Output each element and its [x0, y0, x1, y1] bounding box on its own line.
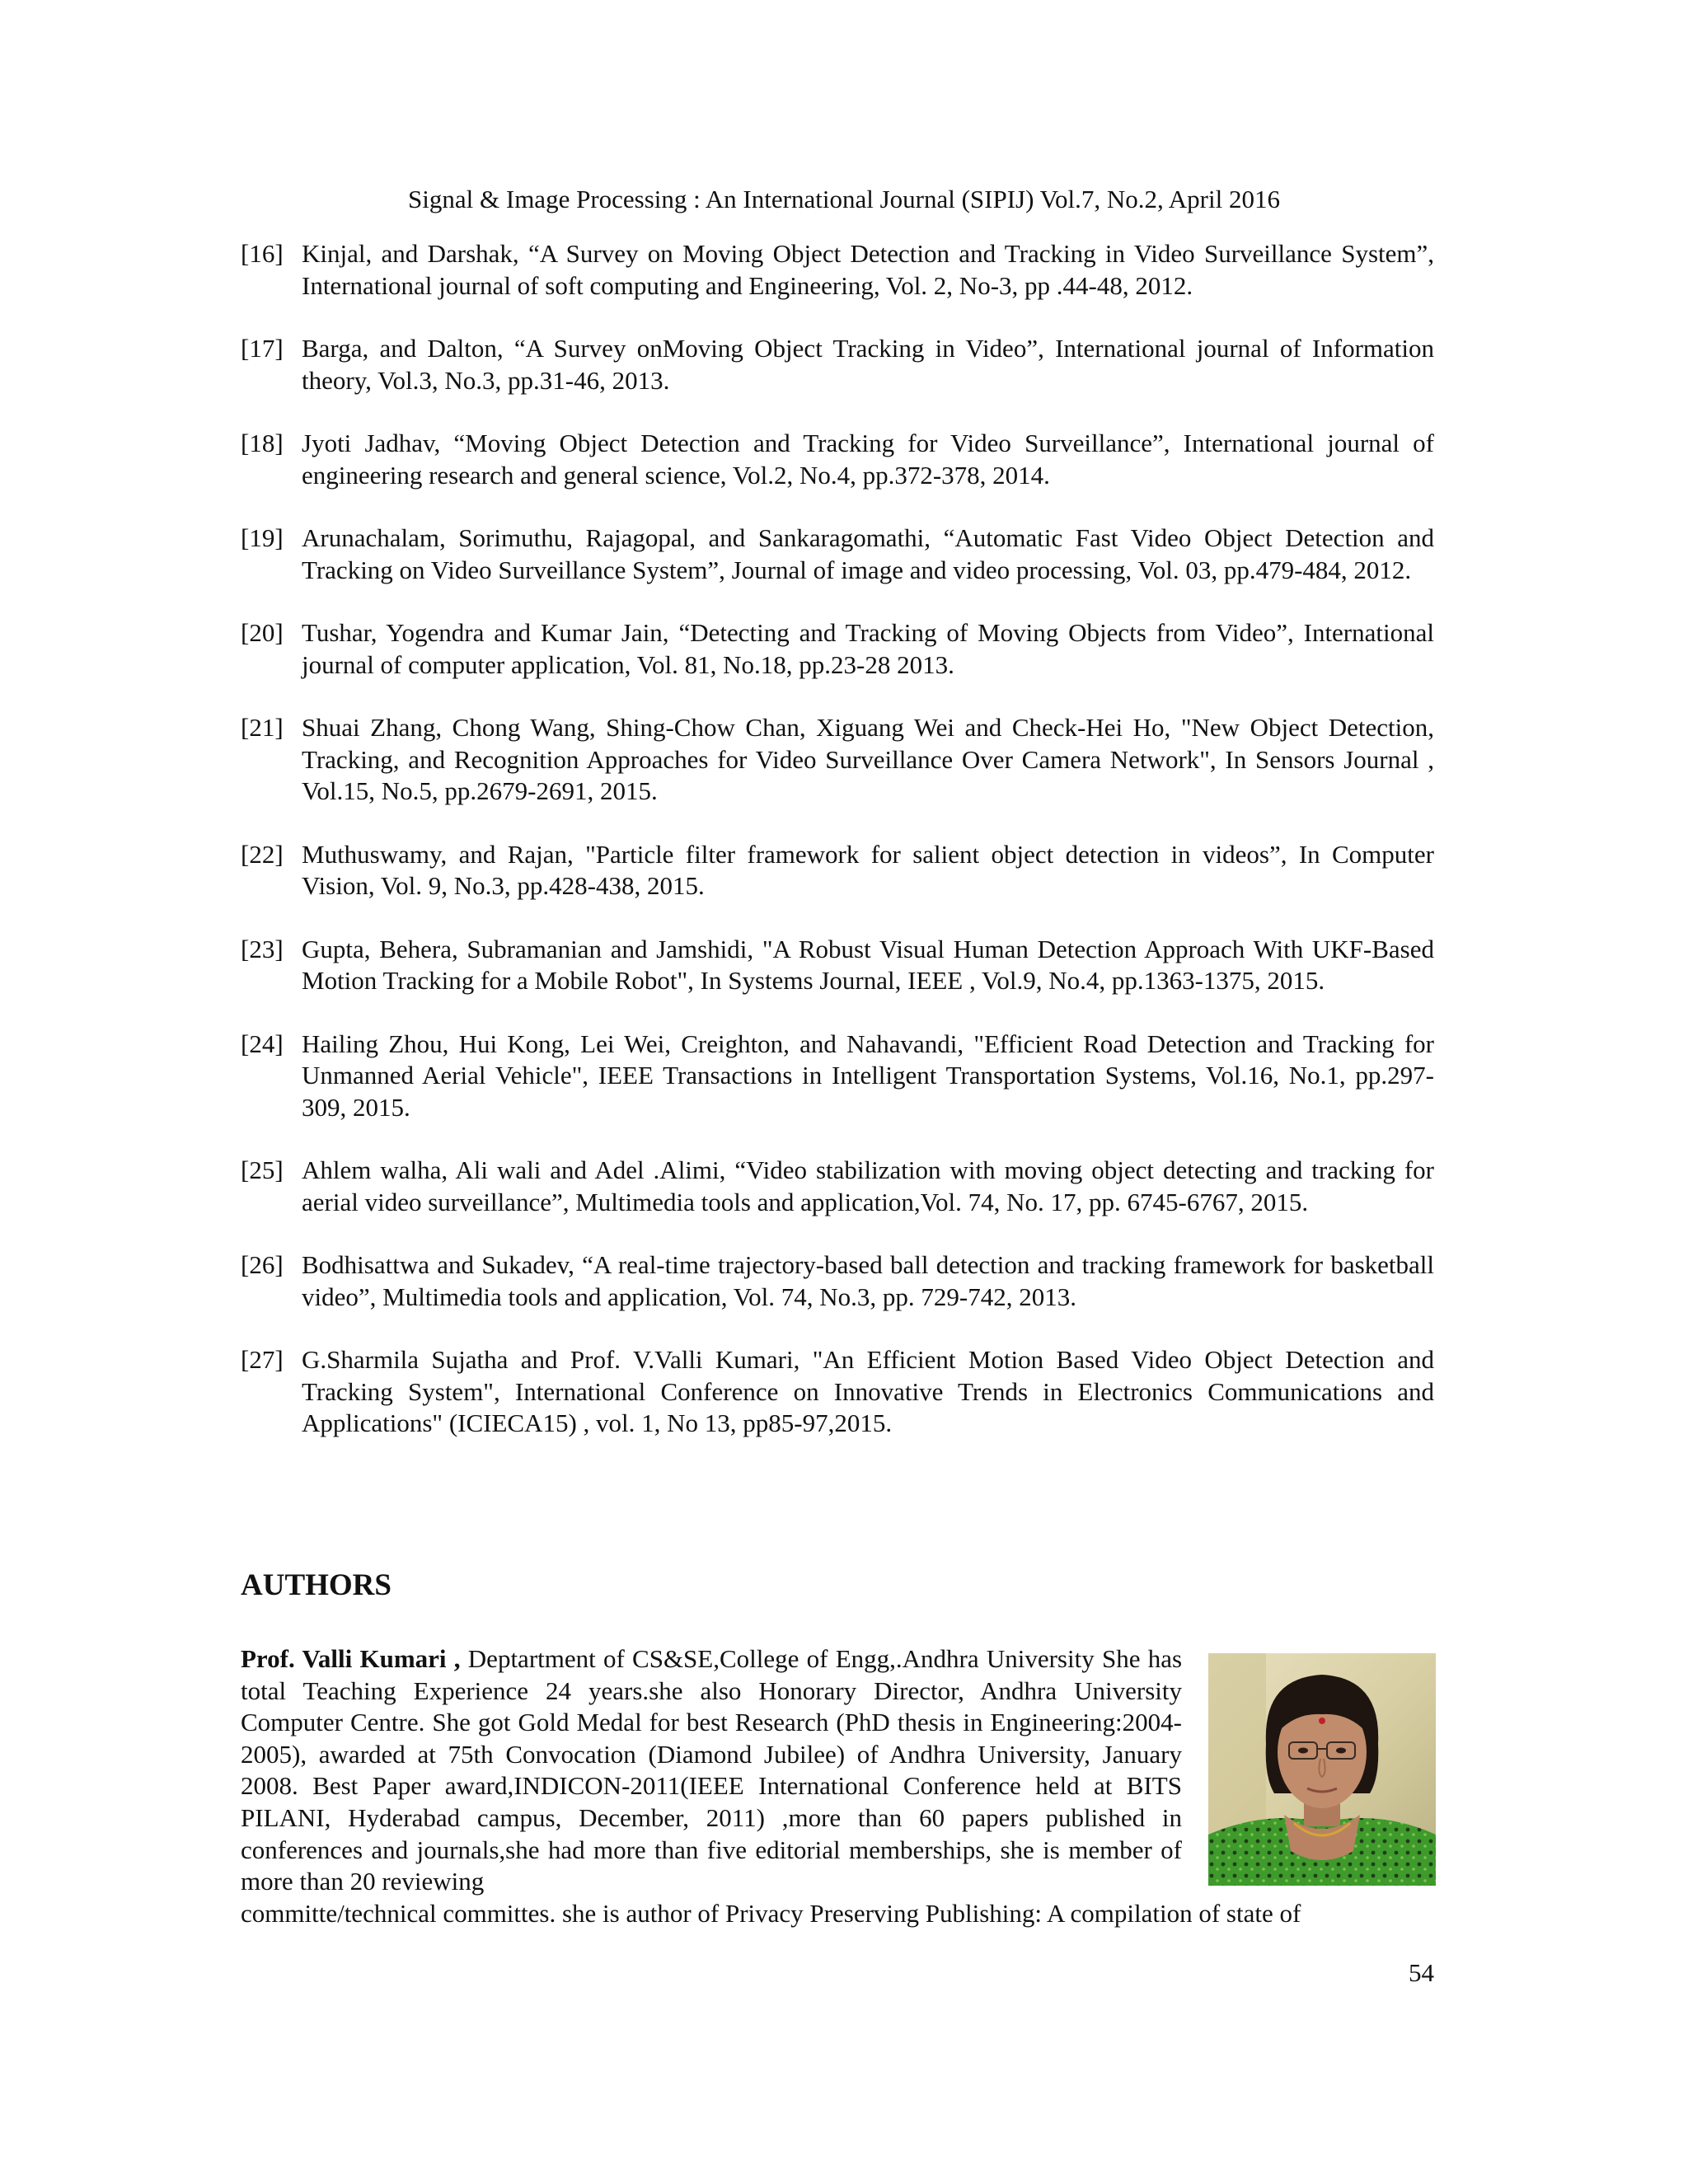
reference-27 [241, 1344, 1434, 1440]
reference-19 [241, 523, 1434, 586]
reference-number: [17] [241, 334, 284, 363]
reference-number: [26] [241, 1250, 284, 1279]
reference-number: [23] [241, 934, 284, 963]
reference-number: [20] [241, 618, 284, 647]
reference-number: [16] [241, 239, 284, 268]
reference-text: Ahlem walha, Ali wali and Adel .Alimi, “Video stabilization with moving object detecting and tracking for aerial video surveillance”, Multimedia tools and application,Vol. 74, No. 17, pp. 6745-6767, 2015. [302, 1155, 1434, 1216]
reference-text: Jyoti Jadhav, “Moving Object Detection and Tracking for Video Surveillance”, International journal of engineering research and general science, Vol.2, No.4, pp.372-378, 2014. [302, 429, 1434, 490]
reference-23 [241, 934, 1434, 997]
reference-text: Hailing Zhou, Hui Kong, Lei Wei, Creighton, and Nahavandi, "Efficient Road Detection and Tracking for Unmanned Aerial Vehicle", IEEE Transactions in Intelligent Transportation Systems, Vol.16, No.1, pp.297-309, 2015. [302, 1029, 1434, 1122]
author-bio-text [241, 1643, 1182, 1898]
reference-number: [21] [241, 713, 284, 742]
reference-22 [241, 839, 1434, 902]
reference-25 [241, 1155, 1434, 1218]
reference-number: [18] [241, 429, 284, 457]
authors-heading: AUTHORS [241, 1568, 392, 1602]
page-number: 54 [1409, 1958, 1434, 1987]
reference-24 [241, 1029, 1434, 1124]
reference-text: Barga, and Dalton, “A Survey onMoving Object Tracking in Video”, International journal of Information theory, Vol.3, No.3, pp.31-46, 2013. [302, 334, 1434, 395]
author-bio-beside-photo: Deptartment of CS&SE,College of Engg,.Andhra University She has total Teaching Experience 24 years.she also Honorary Director, Andhra University Computer Centre. She got Gold Medal for best Research (PhD thesis in Engineering:2004-2005), awarded at 75th Convocation (Diamond Jubilee) of Andhra University, January 2008. Best Paper award,INDICON-2011(IEEE International Conference held at BITS PILANI, Hyderabad campus, December, 2011) ,more than 60 papers published in conferences and journals,she had more than five editorial memberships, she is member of more than 20 reviewing [241, 1644, 1183, 1896]
reference-text: Gupta, Behera, Subramanian and Jamshidi, "A Robust Visual Human Detection Approach With UKF-Based Motion Tracking for a Mobile Robot", In Systems Journal, IEEE , Vol.9, No.4, pp.1363-1375, 2015. [302, 934, 1434, 995]
reference-number: [24] [241, 1029, 284, 1058]
reference-text: Bodhisattwa and Sukadev, “A real-time trajectory-based ball detection and tracking framework for basketball video”, Multimedia tools and application, Vol. 74, No.3, pp. 729-742, 2013. [302, 1250, 1434, 1311]
author-name: Prof. Valli Kumari , [241, 1644, 461, 1673]
reference-number: [19] [241, 523, 284, 552]
reference-text: Tushar, Yogendra and Kumar Jain, “Detecting and Tracking of Moving Objects from Video”, International journal of computer application, Vol. 81, No.18, pp.23-28 2013. [302, 618, 1434, 679]
reference-list [241, 238, 1434, 1440]
reference-17 [241, 333, 1434, 396]
reference-21 [241, 712, 1434, 808]
reference-16 [241, 238, 1434, 302]
reference-text: Muthuswamy, and Rajan, "Particle filter framework for salient object detection in videos”, In Computer Vision, Vol. 9, No.3, pp.428-438, 2015. [302, 839, 1434, 900]
author-portrait-image [1208, 1653, 1436, 1886]
reference-text: Arunachalam, Sorimuthu, Rajagopal, and Sankaragomathi, “Automatic Fast Video Object Detection and Tracking on Video Surveillance System”, Journal of image and video processing, Vol. 03, pp.479-484, 2012. [302, 523, 1434, 584]
reference-18 [241, 428, 1434, 491]
reference-text: G.Sharmila Sujatha and Prof. V.Valli Kumari, "An Efficient Motion Based Video Object Detection and Tracking System", International Conference on Innovative Trends in Electronics Communications and Applications" (ICIECA15) , vol. 1, No 13, pp85-97,2015. [302, 1345, 1434, 1437]
reference-26 [241, 1249, 1434, 1313]
author-photo [1208, 1653, 1436, 1886]
author-bio-continuation: committe/technical committes. she is author of Privacy Preserving Publishing: A compilation of state of [241, 1898, 1301, 1928]
reference-number: [27] [241, 1345, 284, 1374]
reference-text: Kinjal, and Darshak, “A Survey on Moving Object Detection and Tracking in Video Surveillance System”, International journal of soft computing and Engineering, Vol. 2, No-3, pp .44-48, 2012. [302, 239, 1434, 300]
reference-number: [22] [241, 839, 284, 869]
running-head: Signal & Image Processing : An International Journal (SIPIJ) Vol.7, No.2, April 2016 [408, 185, 1280, 213]
reference-number: [25] [241, 1155, 284, 1184]
reference-text: Shuai Zhang, Chong Wang, Shing-Chow Chan, Xiguang Wei and Check-Hei Ho, "New Object Detection, Tracking, and Recognition Approaches for Video Surveillance Over Camera Network", In Sensors Journal , Vol.15, No.5, pp.2679-2691, 2015. [302, 713, 1434, 805]
reference-20 [241, 617, 1434, 681]
